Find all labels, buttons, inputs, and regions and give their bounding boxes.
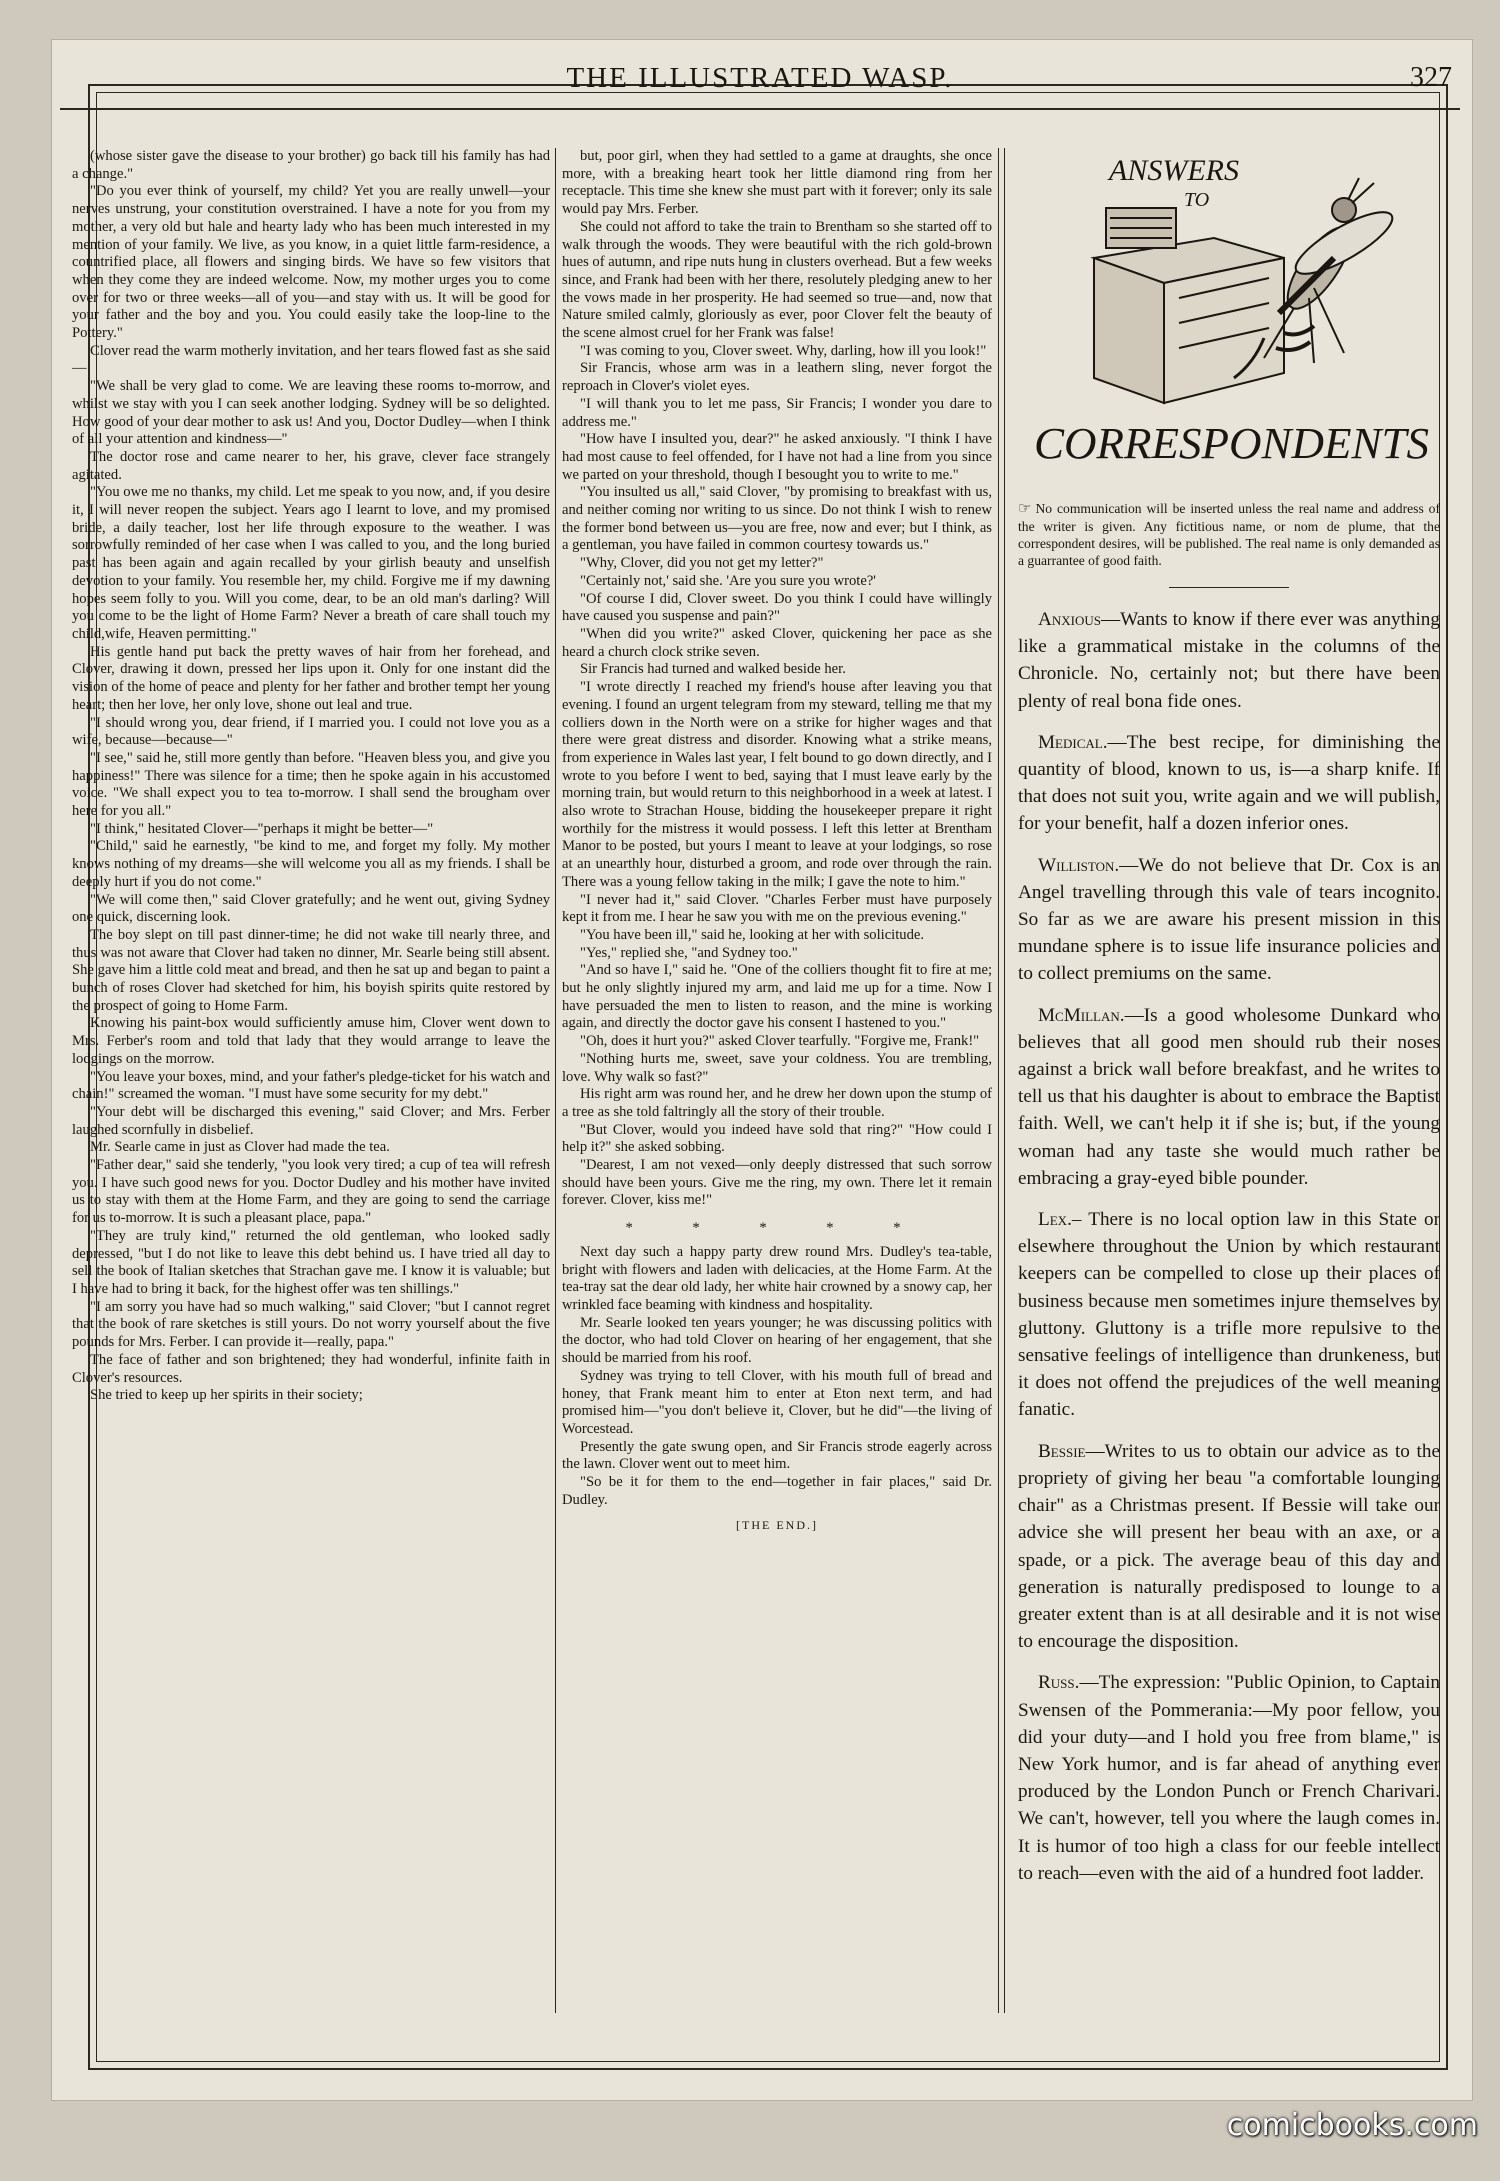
story-paragraph: Clover read the warm motherly invitation, and her tears flowed fast as she said—	[72, 342, 550, 377]
answer-entry	[1018, 1438, 1440, 1656]
the-end-label: [THE END.]	[736, 1518, 818, 1533]
story-paragraph: "Child," said he earnestly, "be kind to me, and forget my folly. My mother knows nothing of my dreams—she will welcome you all as my friends. I shall be deeply hurt if you do not come."	[72, 838, 550, 890]
story-paragraph: Sir Francis, whose arm was in a leathern sling, never forgot the reproach in Clover's violet eyes.	[562, 360, 992, 395]
story-paragraph: "You have been ill," said he, looking at her with solicitude.	[580, 926, 925, 943]
story-paragraph: "Father dear," said she tenderly, "you look very tired; a cup of tea will refresh you. I have such good news for you. Doctor Dudley and his mother have invited us to stay with them at the Home Farm, and they are going to send the carriage for us to-morrow. It is such a pleasant place, papa."	[72, 1157, 550, 1227]
divider	[1169, 587, 1289, 588]
story-paragraph: "When did you write?" asked Clover, quickening her pace as she heard a church clock strike seven.	[562, 625, 992, 660]
answer-entry	[1018, 1669, 1440, 1887]
correspondent-name: Medical	[1038, 731, 1103, 753]
story-paragraph: "I think," hesitated Clover—"perhaps it might be better—"	[90, 820, 434, 837]
banner-word-answers: ANSWERS	[1109, 154, 1239, 187]
answer-text: .—We do not believe that Dr. Cox is an Angel travelling through this vale of tears incognito. So far as we are aware his present mission in this mundane sphere is to issue life insurance policies and to collect premiums on the same.	[1018, 854, 1440, 985]
story-column-2	[562, 148, 992, 2018]
answer-text: .—The best recipe, for diminishing the quantity of blood, known to us, is—a sharp knife. If that does not suit you, write again and we will publish, for your benefit, half a dozen inferior ones.	[1018, 731, 1440, 835]
story-paragraph: Sydney was trying to tell Clover, with his mouth full of bread and honey, that Frank meant him to enter at Eton next term, and had promised him—"you don't believe it, Clover, but he did"—the living of Worcestead.	[562, 1367, 992, 1437]
story-paragraph: "I was coming to you, Clover sweet. Why, darling, how ill you look!"	[580, 342, 987, 359]
story-paragraph: but, poor girl, when they had settled to a game at draughts, she once more, with a breaking heart took her little diamond ring from her receptacle. This time she knew she must part with it forever; only its sale would pay Mrs. Ferber.	[562, 148, 992, 218]
story-paragraph: Mr. Searle looked ten years younger; he was discussing politics with the doctor, who had told Clover on hearing of her engagement, that she should be married from his roof.	[562, 1314, 992, 1367]
story-paragraph: "We shall be very glad to come. We are leaving these rooms to-morrow, and whilst we stay with you I can seek another lodging. Sydney will be so delighted. How good of your dear mother to ask us! And you, Doctor Dudley—when I think of all your attention and kindness—"	[72, 378, 550, 448]
story-paragraph: Presently the gate swung open, and Sir Francis strode eagerly across the lawn. Clover went out to meet him.	[562, 1438, 992, 1473]
answer-text: —Writes to us to obtain our advice as to the propriety of giving her beau "a comfortable lounging chair" as a Christmas present. If Bessie will take our advice she will present her beau with an axe, or a spade, or a pick. The average beau of this day and generation is naturally predisposed to lounge to a greater extent than is at all desirable and it is not wise to encourage the disposition.	[1018, 1440, 1440, 1653]
story-paragraph: "Nothing hurts me, sweet, save your coldness. You are trembling, love. Why walk so fast?"	[562, 1050, 992, 1085]
answer-entry	[1018, 729, 1440, 838]
correspondent-name: McMillan	[1038, 1004, 1120, 1026]
story-paragraph: "I never had it," said Clover. "Charles Ferber must have purposely kept it from me. I hear he saw you with me on the previous evening."	[562, 891, 992, 926]
story-paragraph: "So be it for them to the end—together in fair places," said Dr. Dudley.	[562, 1474, 992, 1508]
story-paragraph: His right arm was round her, and he drew her down upon the stump of a tree as she told faltringly all the story of their trouble.	[562, 1086, 992, 1120]
answer-text: .—Is a good wholesome Dunkard who believes that all good men should rub their noses against a brick wall before breakfast, and he writes to tell us that his daughter is about to embrace the Baptist faith. Well, we can't help it if she is; but, if the young woman had any taste she would much rather be embracing a gray-eyed bible pounder.	[1018, 1004, 1440, 1189]
story-paragraph: "Yes," replied she, "and Sydney too."	[580, 944, 798, 961]
story-paragraph: Mr. Searle came in just as Clover had made the tea.	[90, 1139, 390, 1156]
story-paragraph: "Certainly not,' said she. 'Are you sure you wrote?'	[580, 572, 876, 589]
story-paragraph: She could not afford to take the train to Brentham so she started off to walk through the woods. They were beautiful with the rich gold-brown hues of autumn, and ripe nuts hung in clusters overhead. But a few weeks since, and Frank had been with her there, resolutely pledging anew to her the vows made in her prosperity. He had seemed so true—and, now that Nature smiled calmly, gloriously as ever, poor Clover felt the beauty of the scene almost cruel for her Frank was false!	[562, 218, 992, 342]
story-paragraph: "Do you ever think of yourself, my child? Yet you are really unwell—your nerves unstrung, your constitution overstrained. I have a note for you from my mother, a very old but hale and hearty lady who has been much interested in my mention of your family. We live, as you know, in a quiet little farm-residence, a countrified place, all flowers and singing birds. We have so few visitors that when they come they are indeed welcome. Now, my mother urges you to come over for two or three weeks—all of you—and stay with us. It will be good for your father and the boy and you. You could easily take the loop-line to the Pottery."	[72, 183, 550, 342]
answer-entry	[1018, 606, 1440, 715]
notice-text: No communication will be inserted unless the real name and address of the writer is given. Any fictitious name, or nom de plume, that the correspondent desires, will be published. The real name is only demanded as a guarrantee of good faith.	[1018, 501, 1440, 568]
section-break-stars: * * * * *	[625, 1220, 929, 1237]
story-paragraph: Knowing his paint-box would sufficiently amuse him, Clover went down to Mrs. Ferber's room and told that lady that they would arrange to leave the lodgings on the morrow.	[72, 1015, 550, 1067]
story-paragraph: "How have I insulted you, dear?" he asked anxiously. "I think I have had most cause to feel offended, for I have not had a line from you since we parted on your threshold, though I besought you to write to me."	[562, 431, 992, 483]
answer-entry	[1018, 852, 1440, 988]
story-paragraph: The face of father and son brightened; they had wonderful, infinite faith in Clover's resources.	[72, 1351, 550, 1386]
story-column-1	[72, 148, 550, 2018]
publication-title: THE ILLUSTRATED WASP.	[566, 62, 954, 94]
story-paragraph: "You leave your boxes, mind, and your father's pledge-ticket for his watch and chain!" screamed the woman. "I must have some security for my debt."	[72, 1068, 550, 1103]
correspondents-column	[1014, 148, 1444, 1901]
story-paragraph: (whose sister gave the disease to your brother) go back till his family has had a change."	[72, 148, 550, 182]
story-paragraph: The boy slept on till past dinner-time; he did not wake till nearly three, and thus was not aware that Clover had taken no dinner, Mr. Searle being still absent. She gave him a little cold meat and bread, and then he sat up and began to paint a bunch of roses Clover had sketched for him, his boyish spirits quite restored by the prospect of going to Home Farm.	[72, 926, 550, 1014]
wasp-desk-illustration	[1014, 148, 1444, 488]
story-paragraph: "Of course I did, Clover sweet. Do you think I could have willingly have caused you suspense and pain?"	[562, 590, 992, 625]
story-paragraph: Next day such a happy party drew round Mrs. Dudley's tea-table, bright with flowers and laden with delicacies, at the Home Farm. At the tea-tray sat the dear old lady, her white hair crowned by a snowy cap, her wrinkled face beaming with kindness and hospitality.	[562, 1243, 992, 1313]
story-paragraph: "I am sorry you have had so much walking," said Clover; "but I cannot regret that the book of rare sketches is still yours. Do not worry yourself about the five pounds for Mrs. Ferber. I can provide it—really, papa."	[72, 1298, 550, 1351]
story-paragraph: "And so have I," said he. "One of the colliers thought fit to fire at me; but he only slightly injured my arm, and laid me up for a time. Now I have persuaded the men to listen to reason, and the mine is working again, and directly the doctor gave his consent I hastened to you."	[562, 962, 992, 1032]
column-rule	[555, 148, 556, 2013]
story-paragraph: "But Clover, would you indeed have sold that ring?" "How could I help it?" she asked sobbing.	[562, 1121, 992, 1156]
correspondent-name: Anxious	[1038, 609, 1101, 630]
column-rule	[998, 148, 999, 2013]
story-paragraph: "I wrote directly I reached my friend's house after leaving you that evening. I found an urgent telegram from my steward, telling me that my colliers down in the North were on a strike for higher wages and that there were great distress and disorder. Knowing what a strike means, from experience in Wales last year, I felt bound to go down directly, and I wrote to you before I went to bed, saying that I must leave early by the morning train, but would return to this neighborhood in a week at latest. I also wrote to Strachan House, bidding the housekeeper prepare it right worthily for the mistress it would possess. I left this letter at Brentham Manor to be posted, but yours I meant to leave at your lodgings, so rose at an unearthly hour, disturbed a groom, and rode over through the rain. There was a young fellow taking in the milk; I gave the note to him."	[562, 679, 992, 890]
correspondent-name: Lex	[1038, 1209, 1068, 1231]
site-watermark: comicbooks.com	[1226, 2108, 1478, 2143]
pointing-hand-icon: ☞	[1018, 501, 1032, 517]
page-number: 327	[1410, 62, 1452, 93]
story-paragraph: Sir Francis had turned and walked beside her.	[580, 661, 846, 678]
story-paragraph: "Why, Clover, did you not get my letter?"	[580, 555, 824, 572]
correspondent-name: Williston	[1038, 854, 1115, 876]
page-header	[60, 52, 1460, 110]
story-paragraph: She tried to keep up her spirits in their society;	[90, 1387, 363, 1404]
story-paragraph: "You owe me no thanks, my child. Let me speak to you now, and, if you desire it, I will never reopen the subject. Years ago I learnt to love, and my promised bride, a daily teacher, lost her life through exposure to the weather. I was sorrowfully reminded of her case when I was called to you, and the long buried past has been again and again recalled by your girlish beauty and unselfish devotion to your family. You resemble her, my child. Forgive me if my dawning hopes seem folly to you. Will you come, dear, to be an old man's darling? Will you come to be the light of Home Farm? Never a breath of care shall touch my child,wife, Heaven permitting."	[72, 484, 550, 642]
story-paragraph: "They are truly kind," returned the old gentleman, who looked sadly depressed, "but I do not like to leave this debt behind us. I have tried all day to sell the book of Italian sketches that Strachan gave me. I know it is valuable; but I have had to bring it back, for the highest offer was ten shillings."	[72, 1227, 550, 1297]
answer-entry	[1018, 1002, 1440, 1192]
answers-to-correspondents-banner	[1014, 148, 1444, 488]
story-paragraph: His gentle hand put back the pretty waves of hair from her forehead, and Clover, drawing it down, pressed her lips upon it. Only for one instant did the vision of the home of peace and plenty for her father and brother tempt her young heart; then her love, her only love, shone out leal and true.	[72, 643, 550, 713]
correspondent-name: Bessie	[1038, 1440, 1086, 1462]
submission-notice	[1018, 500, 1440, 569]
answer-text: —Wants to know if there ever was anything like a grammatical mistake in the columns of the Chronicle. No, certainly not; but there have been plenty of real bona fide ones.	[1018, 609, 1440, 712]
story-paragraph: "I should wrong you, dear friend, if I married you. I could not love you as a wife, because—because—"	[72, 714, 550, 749]
story-column-2-text	[562, 148, 992, 1210]
story-paragraph: "I see," said he, still more gently than before. "Heaven bless you, and give you happiness!" There was silence for a time; then he spoke again in his accustomed voice. "We shall expect you to tea to-morrow. I shall send the brougham over here for you all."	[72, 749, 550, 820]
story-epilogue	[562, 1244, 992, 1510]
answer-text: .– There is no local option law in this State or elsewhere throughout the Union by which restaurant keepers can be compelled to close up their places of business because men sometimes injure themselves by gluttony. Gluttony is a trifle more repulsive to the sensative feelings of intelligence than drunkeness, but it does not offend the prejudices of the well meaning fanatic.	[1018, 1209, 1440, 1421]
story-paragraph: "You insulted us all," said Clover, "by promising to breakfast with us, and neither coming nor writing to us since. Do not think I wish to renew the former bond between us—you are free, now and ever; but I think, as a gentleman, you have failed in common courtesy towards us."	[562, 484, 992, 554]
column-rule	[1004, 148, 1005, 2013]
banner-word-to: TO	[1184, 189, 1210, 211]
answer-text: .—The expression: "Public Opinion, to Captain Swensen of the Pommerania:—My poor fellow, you did your duty—and I hold you free from blame," is New York humor, and is far ahead of anything ever produced by the London Punch or French Charivari. We can't, however, tell you where the laugh comes in. It is humor of too high a class for our feeble intellect to reach—even with the aid of a hundred foot ladder.	[1018, 1672, 1440, 1884]
story-paragraph: The doctor rose and came nearer to her, his grave, clever face strangely agitated.	[72, 448, 550, 483]
answers-list	[1018, 606, 1440, 1887]
story-paragraph: "I will thank you to let me pass, Sir Francis; I wonder you dare to address me."	[562, 395, 992, 430]
correspondent-name: Russ	[1038, 1672, 1075, 1694]
answer-entry	[1018, 1206, 1440, 1424]
story-paragraph: "Oh, does it hurt you?" asked Clover tearfully. "Forgive me, Frank!"	[580, 1033, 980, 1050]
banner-word-correspondents: CORRESPONDENTS	[1034, 419, 1429, 468]
story-paragraph: "Dearest, I am not vexed—only deeply distressed that such sorrow should have been yours. Give me the ring, my own. There let it remain forever. Clover, kiss me!"	[562, 1157, 992, 1209]
story-paragraph: "Your debt will be discharged this evening," said Clover; and Mrs. Ferber laughed scornfully in disbelief.	[72, 1103, 550, 1138]
story-paragraph: "We will come then," said Clover gratefully; and he went out, giving Sydney one quick, discerning look.	[72, 891, 550, 926]
